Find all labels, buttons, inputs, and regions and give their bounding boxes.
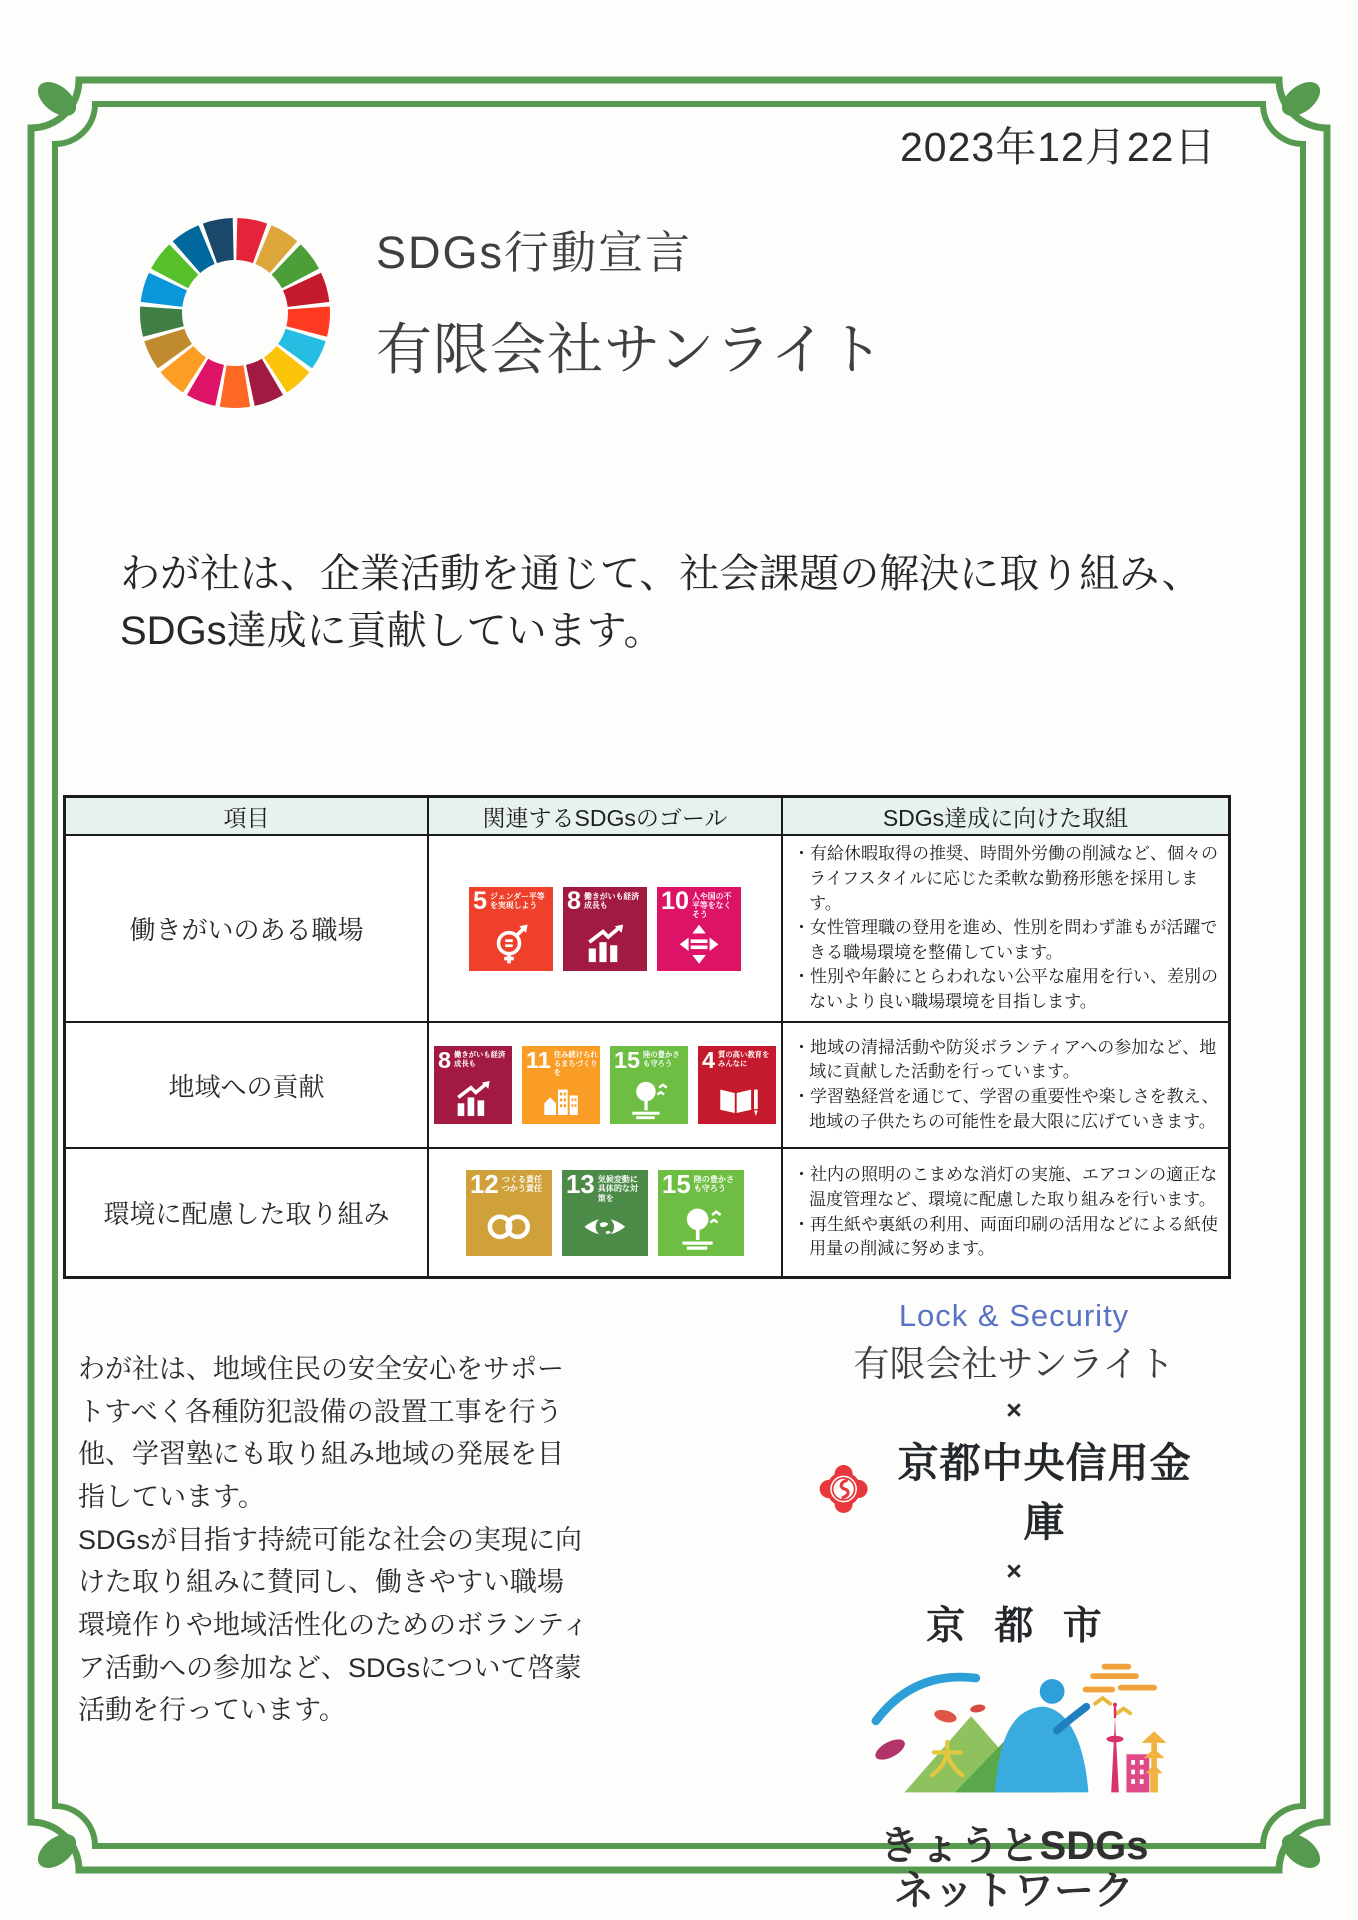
initiatives-cell <box>783 1149 1228 1276</box>
sdg-goal-header <box>610 1046 688 1071</box>
sdg-goal-pictogram <box>620 1075 678 1122</box>
sdg-wheel-segment <box>164 335 175 356</box>
kyoto-sdgs-network-logo <box>818 1659 1210 1826</box>
initiative-text: ・再生紙や裏紙の利用、両面印刷の活用などによる紙使用量の削減に努めます。 <box>793 1214 1218 1259</box>
goals-cell <box>429 836 783 1023</box>
sdg-goal-label: つくる責任つかう責任 <box>501 1174 543 1194</box>
statement-line: SDGs達成に貢献しています。 <box>120 609 664 654</box>
description-paragraph: SDGsが目指す持続可能な社会の実現に向けた取り組みに賛同し、働きやすい職場環境作りや地域活性化のためのボランティア活動への参加など、SDGsについて啓蒙活動を行っています。 <box>78 1524 589 1726</box>
initiatives-cell <box>783 1023 1228 1149</box>
sdg-goal-pictogram <box>669 1201 733 1253</box>
initiative-text: ・社内の照明のこまめな消灯の実施、エアコンの適正な温度管理など、環境に配慮した取り組みを行います。 <box>793 1165 1218 1209</box>
sdg-goal-pictogram <box>573 1201 637 1253</box>
company-name-title: 有限会社サンライト <box>376 318 885 381</box>
lock-and-security-text: Lock & Security <box>898 1298 1130 1333</box>
sdg-wheel-segment <box>263 245 283 257</box>
sdg-goal-header <box>466 1170 552 1198</box>
initiative-text: ・学習塾経営を通じて、学習の重要性や楽しさを教え、地域の子供たちの可能性を最大限に広げていきます。 <box>793 1087 1219 1131</box>
sdg-goal-label: 人や国の不平等をなくそう <box>692 891 732 920</box>
initiatives-cell <box>783 836 1228 1023</box>
sdg-goal-11-icon <box>522 1046 600 1124</box>
mission-statement <box>120 546 1202 660</box>
sdg-wheel-segment <box>286 260 300 279</box>
sdg-goal-number: 10 <box>661 886 690 915</box>
partnership-block <box>818 1298 1210 1914</box>
sdg-goal-12-icon <box>466 1170 552 1256</box>
sdg-goal-15-icon <box>658 1170 744 1256</box>
description-paragraph: わが社は、地域住民の安全安心をサポートすべく各種防犯設備の設置工事を行う他、学習塾にも取り組み地域の発展を目指しています。 <box>78 1354 564 1512</box>
sdg-goal-pictogram <box>480 918 542 968</box>
sdg-goal-header <box>434 1046 512 1071</box>
sdg-goal-label: 陸の豊かさも守ろう <box>693 1174 735 1194</box>
partner-company-name: 有限会社サンライト <box>853 1343 1175 1384</box>
sdg-goal-number: 12 <box>470 1170 499 1199</box>
sdg-goal-label: 陸の豊かさも守ろう <box>643 1050 680 1068</box>
table-header-cell: 項目 <box>66 798 429 836</box>
network-name-line: きょうとSDGs <box>879 1824 1149 1868</box>
sdg-goal-header <box>562 1170 648 1204</box>
sdg-goal-header <box>658 1170 744 1198</box>
table-header-cell: SDGs達成に向けた取組 <box>783 798 1228 836</box>
sdg-goal-number: 8 <box>438 1047 452 1073</box>
network-name <box>818 1824 1210 1914</box>
goals-cell <box>429 1149 783 1276</box>
sdg-goal-8-icon <box>563 887 647 971</box>
sdg-goal-number: 11 <box>526 1047 551 1073</box>
sdg-wheel-segment <box>307 308 309 332</box>
sdg-goal-label: 気候変動に具体的な対策を <box>597 1174 639 1203</box>
kyoto-city-name: 京都市 <box>926 1605 1131 1648</box>
initiative-text: ・女性管理職の登用を進め、性別を問わず誰もが活躍できる職場環境を整備しています。 <box>793 918 1218 962</box>
goals-cell <box>429 1023 783 1149</box>
sdg-wheel-segment <box>223 386 247 387</box>
shinkin-bank-name: 京都中央信用金庫 <box>897 1440 1192 1545</box>
item-cell: 地域への貢献 <box>66 1023 429 1149</box>
sdg-goal-pictogram <box>444 1075 502 1122</box>
initiative-text: ・地域の清掃活動や防災ボランティアへの参加など、地域に貢献した活動を行っています。 <box>793 1037 1217 1082</box>
company-description <box>78 1348 590 1732</box>
sdg-wheel-segment <box>170 260 184 279</box>
sdg-goal-header <box>469 887 553 914</box>
sdg-goal-13-icon <box>562 1170 648 1256</box>
declaration-table <box>63 795 1231 1279</box>
sdg-goal-label: 質の高い教育をみんなに <box>718 1050 770 1068</box>
sdg-wheel-segment <box>302 282 308 305</box>
initiative-text: ・性別や年齢にとらわれない公平な雇用を行い、差別のないより良い職場環境を目指します。 <box>793 967 1218 1012</box>
sdg-goal-number: 15 <box>614 1047 641 1073</box>
sdg-goal-label: 働きがいも経済成長も <box>584 891 640 910</box>
sdg-goal-header <box>698 1046 776 1071</box>
sdg-goal-10-icon <box>657 887 741 971</box>
sdg-goal-pictogram <box>532 1075 590 1122</box>
sdg-wheel-segment <box>275 359 292 375</box>
sdg-wheel-segment <box>161 308 163 332</box>
sdg-goal-label: ジェンダー平等を実現しよう <box>490 891 545 910</box>
sdg-goal-header <box>522 1046 600 1077</box>
sdg-wheel-segment <box>295 335 306 356</box>
sdg-goal-header <box>563 887 647 914</box>
shinkin-bank-row <box>818 1430 1210 1548</box>
sdg-wheel-segment <box>177 359 194 375</box>
sdg-wheel-segment <box>198 377 220 386</box>
sdg-goal-label: 住み続けられるまちづくりを <box>553 1050 598 1077</box>
sdg-wheel-segment <box>187 245 207 257</box>
sdg-wheel-segment <box>250 377 272 386</box>
table-header-cell: 関連するSDGsのゴール <box>429 798 783 836</box>
sdg-goal-number: 15 <box>662 1170 691 1199</box>
sdg-goal-number: 4 <box>702 1047 716 1073</box>
initiative-text: ・有給休暇取得の推奨、時間外労働の削減など、個々のライフスタイルに応じた柔軟な勤務形態を採用します。 <box>793 844 1218 913</box>
shinkin-bank-logo-icon <box>818 1463 869 1515</box>
sdg-goal-pictogram <box>668 918 730 968</box>
item-cell: 環境に配慮した取り組み <box>66 1149 429 1276</box>
item-cell: 働きがいのある職場 <box>66 836 429 1023</box>
network-name-line: ネットワーク <box>894 1869 1134 1914</box>
statement-line: わが社は、企業活動を通じて、社会課題の解決に取り組み、 <box>120 552 1202 596</box>
sdg-goal-number: 13 <box>566 1170 595 1199</box>
sdg-goal-5-icon <box>469 887 553 971</box>
multiply-sign: × <box>1006 1395 1022 1425</box>
sdg-goal-15-icon <box>610 1046 688 1124</box>
sdg-goal-number: 5 <box>473 886 488 915</box>
sdg-wheel-segment <box>210 239 233 243</box>
sdg-goal-8-icon <box>434 1046 512 1124</box>
sdg-goal-number: 8 <box>567 886 582 915</box>
document-date: 2023年12月22日 <box>900 124 1217 170</box>
multiply-sign: × <box>1006 1556 1022 1586</box>
sdg-wheel-logo <box>140 218 330 408</box>
sdg-wheel-segment <box>237 239 260 243</box>
sdg-goal-label: 働きがいも経済成長も <box>454 1050 506 1068</box>
sdg-goal-pictogram <box>574 918 636 968</box>
sdg-goal-pictogram <box>477 1201 541 1253</box>
sdg-goal-header <box>657 887 741 920</box>
sdg-wheel-segment <box>162 282 168 305</box>
declaration-title: SDGs行動宣言 <box>376 227 693 278</box>
sdg-goal-4-icon <box>698 1046 776 1124</box>
sdg-goal-pictogram <box>708 1075 766 1122</box>
